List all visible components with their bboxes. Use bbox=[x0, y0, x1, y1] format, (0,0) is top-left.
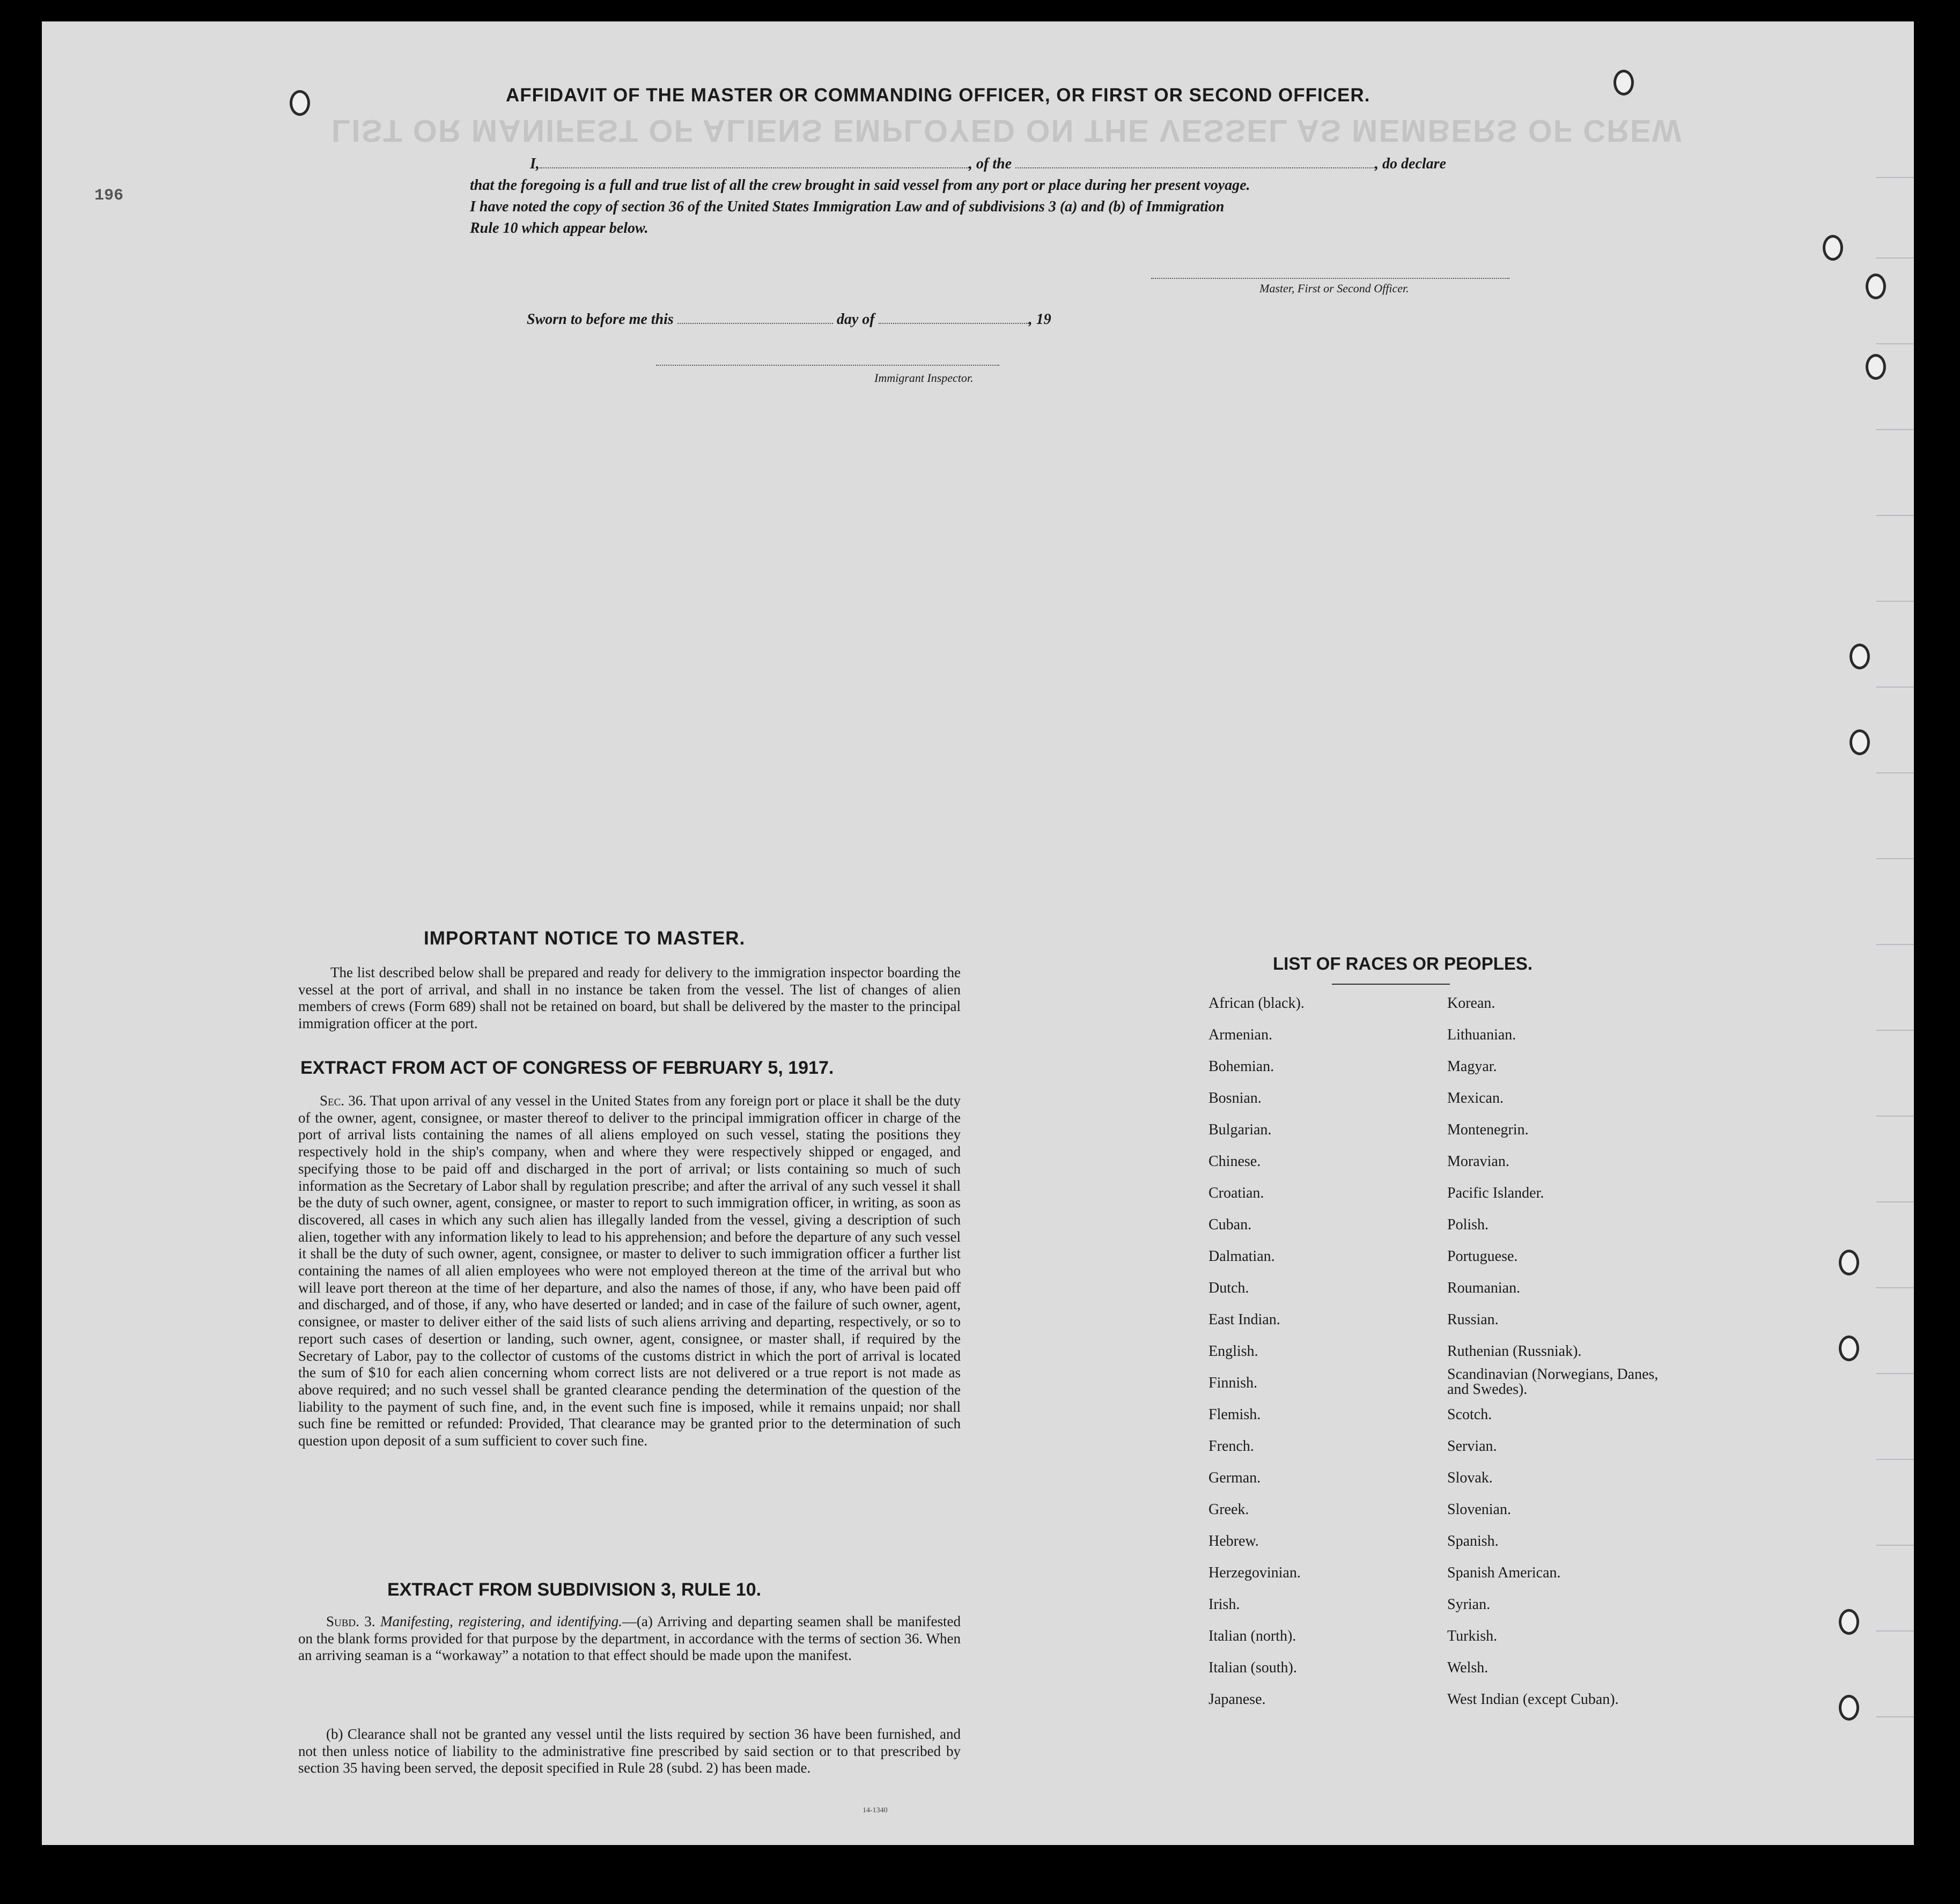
race-item: Dalmatian. bbox=[1209, 1248, 1275, 1265]
race-item: Finnish. bbox=[1209, 1375, 1258, 1391]
act-extract-text: Sec. 36. That upon arrival of any vessel in the United States from any foreign port or place it shall be the duty of the owner, agent, consignee, or master thereof to deliver to the principal immigration officer in charge of the port of arrival lists containing the names of all aliens employed on such vessel, stating the positions they respectively hold in the ship's company, when and where they were respectively shipped or engaged, and specifying those to be paid off and discharged in the port of arrival; or lists containing so much of such information as the Secretary of Labor shall by regulation prescribe; and after the arrival of any such vessel it shall be the duty of such owner, agent, consignee, or master to report to such immigration officer, in writing, as soon as discovered, all cases in which any such alien has illegally landed from the vessel, giving a description of such alien, together with any information likely to lead to his apprehension; and before the departure of any such vessel it shall be the duty of such owner, agent, consignee, or master to deliver to such immigration officer a further list containing the names of all alien employees who were not employed thereon at the time of the arrival but who will leave port thereon at the time of her departure, and also the names of those, if any, who have been paid off and discharged, and of those, if any, who have deserted or landed; and in case of the failure of such owner, agent, consignee, or master to deliver either of the said lists of such aliens arriving and departing, respectively, or so to report such cases of desertion or landing, such owner, agent, consignee, or master shall, if required by the Secretary of Labor, pay to the collector of customs of the customs district in which the port of arrival is located the sum of $10 for each alien concerning whom correct lists are not delivered or a true report is not made as above required; and no such vessel shall be granted clearance pending the determination of the question of the liability to the payment of such fine, and, in the event such fine is imposed, while it remains unpaid; nor shall such fine be remitted or refunded: Provided, That clearance may be granted prior to the determination of such question upon deposit of a sum sufficient to cover such fine. bbox=[298, 1093, 961, 1449]
race-item: Spanish. bbox=[1447, 1533, 1499, 1549]
punch-hole bbox=[1839, 1695, 1859, 1721]
race-item: Ruthenian (Russniak). bbox=[1447, 1343, 1582, 1360]
race-item: West Indian (except Cuban). bbox=[1447, 1691, 1619, 1708]
race-item: German. bbox=[1209, 1470, 1261, 1486]
race-item: Herzegovinian. bbox=[1209, 1564, 1301, 1581]
race-item: Armenian. bbox=[1209, 1027, 1272, 1043]
inspector-caption: Immigrant Inspector. bbox=[874, 371, 974, 385]
rule-extract-text-a: Subd. 3. Manifesting, registering, and identifying.—(a) Arriving and departing seamen shall be manifested on the blank forms provided for that purpose by the department, in accordance with the terms of section 36. When an arriving seaman is a “workaway” a notation to that effect should be made upon the manifest. bbox=[298, 1613, 961, 1663]
race-item: Flemish. bbox=[1209, 1406, 1261, 1423]
race-item: Russian. bbox=[1447, 1311, 1499, 1328]
race-item: Pacific Islander. bbox=[1447, 1185, 1544, 1201]
race-item: Polish. bbox=[1447, 1216, 1489, 1233]
race-item: Bulgarian. bbox=[1209, 1121, 1272, 1138]
rule-extract-title: EXTRACT FROM SUBDIVISION 3, RULE 10. bbox=[387, 1580, 762, 1600]
punch-hole bbox=[1823, 235, 1843, 261]
race-item: Croatian. bbox=[1209, 1185, 1264, 1201]
race-item: Lithuanian. bbox=[1447, 1027, 1516, 1043]
race-item: Cuban. bbox=[1209, 1216, 1252, 1233]
race-item: Italian (south). bbox=[1209, 1659, 1297, 1676]
stamp-number: 196 bbox=[94, 187, 124, 205]
bleed-through-header: LIST OR MANIFEST OF ALIENS EMPLOYED ON THE VESSEL AS MEMBERS OF CREW bbox=[331, 113, 1683, 148]
form-number: 14-1340 bbox=[863, 1806, 888, 1814]
rule-extract-text-b: (b) Clearance shall not be granted any vessel until the lists required by section 36 have been furnished, and not then unless notice of liability to the administrative fine prescribed by said section or to that prescribed by section 35 having been served, the deposit specified in Rule 28 (subd. 2) has been made. bbox=[298, 1726, 961, 1776]
races-right-column bbox=[1447, 995, 1683, 1723]
notice-title: IMPORTANT NOTICE TO MASTER. bbox=[424, 928, 746, 949]
punch-hole bbox=[1866, 354, 1886, 380]
race-item: Bohemian. bbox=[1209, 1058, 1274, 1075]
punch-hole bbox=[1850, 729, 1870, 755]
race-item: Irish. bbox=[1209, 1596, 1240, 1613]
race-item: Greek. bbox=[1209, 1501, 1249, 1518]
race-item: French. bbox=[1209, 1438, 1254, 1455]
race-item: Korean. bbox=[1447, 995, 1495, 1012]
declaration-line-2: that the foregoing is a full and true list of all the crew brought in said vessel from any port or place during her present voyage. bbox=[470, 177, 1250, 194]
race-item: Scandinavian (Norwegians, Danes, and Swedes). bbox=[1447, 1366, 1659, 1398]
master-signature-line bbox=[1151, 278, 1509, 279]
races-title: LIST OF RACES OR PEOPLES. bbox=[1273, 954, 1533, 973]
race-item: Roumanian. bbox=[1447, 1280, 1521, 1296]
race-item: Scotch. bbox=[1447, 1406, 1492, 1423]
race-item: Montenegrin. bbox=[1447, 1121, 1529, 1138]
race-item: Chinese. bbox=[1209, 1153, 1261, 1170]
race-item: Syrian. bbox=[1447, 1596, 1491, 1613]
punch-hole bbox=[1866, 274, 1886, 299]
manifest-page bbox=[42, 21, 1914, 1845]
race-item: Bosnian. bbox=[1209, 1090, 1262, 1106]
sworn-line: Sworn to before me this day of , 19 bbox=[527, 311, 1051, 328]
punch-hole bbox=[1839, 1609, 1859, 1635]
race-item: Dutch. bbox=[1209, 1280, 1249, 1296]
races-title-rule bbox=[1332, 984, 1450, 985]
master-caption: Master, First or Second Officer. bbox=[1259, 282, 1409, 295]
notice-text: The list described below shall be prepared and ready for delivery to the immigration inspector boarding the vessel at the port of arrival, and shall in no instance be taken from the vessel. The list of changes of alien members of crews (Form 689) shall not be retained on board, but shall be delivered by the master to the principal immigration officer at the port. bbox=[298, 964, 961, 1031]
punch-hole bbox=[1613, 70, 1634, 95]
race-item: Slovenian. bbox=[1447, 1501, 1511, 1518]
race-item: East Indian. bbox=[1209, 1311, 1280, 1328]
punch-hole bbox=[290, 90, 310, 116]
inspector-signature-line bbox=[656, 365, 999, 366]
race-item: Slovak. bbox=[1447, 1470, 1493, 1486]
race-item: Hebrew. bbox=[1209, 1533, 1259, 1549]
punch-hole bbox=[1839, 1250, 1859, 1275]
affidavit-title: AFFIDAVIT OF THE MASTER OR COMMANDING OFFICER, OR FIRST OR SECOND OFFICER. bbox=[506, 85, 1370, 106]
punch-hole bbox=[1839, 1335, 1859, 1361]
race-item: Italian (north). bbox=[1209, 1628, 1296, 1644]
race-item: Moravian. bbox=[1447, 1153, 1509, 1170]
race-item: Welsh. bbox=[1447, 1659, 1489, 1676]
races-left-column bbox=[1209, 995, 1305, 1723]
race-item: Magyar. bbox=[1447, 1058, 1497, 1075]
declaration-line-4: Rule 10 which appear below. bbox=[470, 220, 649, 237]
punch-hole bbox=[1850, 644, 1870, 669]
race-item: English. bbox=[1209, 1343, 1258, 1360]
race-item: African (black). bbox=[1209, 995, 1305, 1012]
declaration-line-3: I have noted the copy of section 36 of the United States Immigration Law and of subdivisions 3 (a) and (b) of Immigration bbox=[470, 198, 1225, 215]
race-item: Spanish American. bbox=[1447, 1564, 1561, 1581]
act-extract-title: EXTRACT FROM ACT OF CONGRESS OF FEBRUARY 5, 1917. bbox=[300, 1058, 834, 1078]
race-item: Portuguese. bbox=[1447, 1248, 1518, 1265]
race-item: Turkish. bbox=[1447, 1628, 1498, 1644]
declaration-line-1: I, , of the , do declare bbox=[530, 156, 1446, 172]
race-item: Servian. bbox=[1447, 1438, 1497, 1455]
race-item: Mexican. bbox=[1447, 1090, 1504, 1106]
race-item: Japanese. bbox=[1209, 1691, 1266, 1708]
